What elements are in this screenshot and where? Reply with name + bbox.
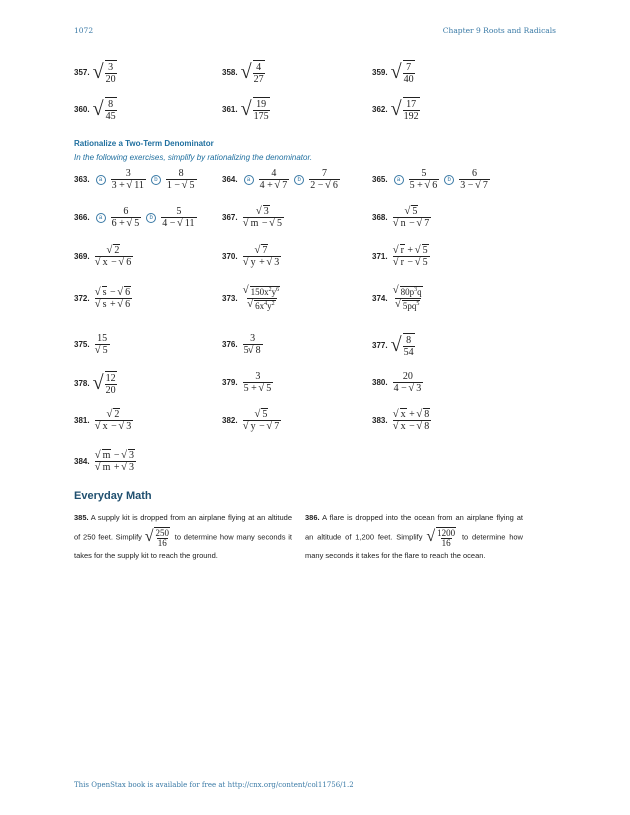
- exercise-382: 382. √ 5 √ y − √ 7: [222, 409, 283, 432]
- exercise-377: 377. √ $\frac{8}{54}$: [372, 334, 414, 358]
- exercise-372: 372. √ s − √ 6 √ s + √ 6: [74, 287, 134, 310]
- part-b-label: b: [146, 213, 156, 223]
- exercise-364: 364. a $\frac{4}{4 + √ 7}$ b $\frac{7}{2 - √ 6}$: [222, 168, 342, 191]
- part-b-label: b: [444, 175, 454, 185]
- exercise-381: 381. √ 2 √ x − √ 3: [74, 409, 135, 432]
- exercise-360: 360. √ $\frac{8}{45}$: [74, 98, 116, 122]
- exercise-384: 384. √ m − √ 3 √ m + √ 3: [74, 450, 138, 473]
- exercise-370: 370. √ 7 √ y + √ 3: [222, 245, 283, 268]
- exercise-369: 369. √ 2 √ x − √ 6: [74, 245, 135, 268]
- section-title: Rationalize a Two-Term Denominator: [74, 139, 214, 148]
- part-a-label: a: [96, 175, 106, 185]
- exercise-373: 373. √ $150x^2y^6$ √ $6x^4y^2$: [222, 285, 283, 312]
- exercise-366: 366. a $\frac{6}{6 + √ 5}$ b $\frac{5}{4 - √ 11}$: [74, 206, 199, 229]
- exercise-371: 371. √ r + √ 5 √ r − √ 5: [372, 245, 432, 268]
- exercise-378: 378. √ $\frac{12}{20}$: [74, 372, 116, 396]
- exercise-383: 383. √ x + √ 8 √ x − √ 8: [372, 409, 433, 432]
- exercise-374: 374. √ $80p^3q$ √ $5pq^5$: [372, 285, 426, 312]
- section-instructions: In the following exercises, simplify by rationalizing the denominator.: [74, 153, 313, 162]
- exercise-365: 365. a $\frac{5}{5 + √ 6}$ b $\frac{6}{3 - √ 7}$: [372, 168, 492, 191]
- exercise-385: 385. A supply kit is dropped from an airplane flying at an altitude of 250 feet. Simplify √ $\frac{250}{16}$ to determine how many seconds it takes for the supply kit to reach the ground.: [74, 513, 292, 560]
- everyday-math-heading: Everyday Math: [74, 490, 152, 502]
- exercise-379: 379. $\frac{3}{5 + √ 5}$: [222, 371, 275, 394]
- part-b-label: b: [294, 175, 304, 185]
- part-a-label: a: [96, 213, 106, 223]
- exercise-367: 367. √ 3 √ m − √ 5: [222, 206, 286, 229]
- exercise-359: 359. √ $\frac{7}{40}$: [372, 61, 414, 85]
- exercise-376: 376. $\frac{3}{5√ 8}$: [222, 333, 265, 356]
- part-b-label: b: [151, 175, 161, 185]
- exercise-375: 375. 15 √ 5: [74, 333, 112, 356]
- page-number: 1072: [74, 26, 94, 35]
- exercise-358: 358. √ $\frac{4}{27}$: [222, 61, 264, 85]
- footer-note: This OpenStax book is available for free at http://cnx.org/content/col11756/1.2: [74, 781, 354, 789]
- exercise-361: 361. √ $\frac{19}{175}$: [222, 98, 269, 122]
- exercise-357: 357. √ $\frac{3}{20}$: [74, 61, 116, 85]
- exercise-386: 386. A flare is dropped into the ocean from an airplane flying at an altitude of 1,200 feet. Simplify √ $\frac{1200}{16}$ to determine how many seconds it takes for the flare to reach the ocean.: [305, 513, 523, 560]
- exercise-363: 363. a $\frac{3}{3 + √ 11}$ b $\frac{8}{1 - √ 5}$: [74, 168, 199, 191]
- exercise-380: 380. $\frac{20}{4 - √ 3}$: [372, 371, 425, 394]
- chapter-title: Chapter 9 Roots and Radicals: [442, 26, 556, 35]
- exercise-362: 362. √ $\frac{17}{192}$: [372, 98, 419, 122]
- exercise-368: 368. √ 5 √ n − √ 7: [372, 206, 433, 229]
- part-a-label: a: [244, 175, 254, 185]
- part-a-label: a: [394, 175, 404, 185]
